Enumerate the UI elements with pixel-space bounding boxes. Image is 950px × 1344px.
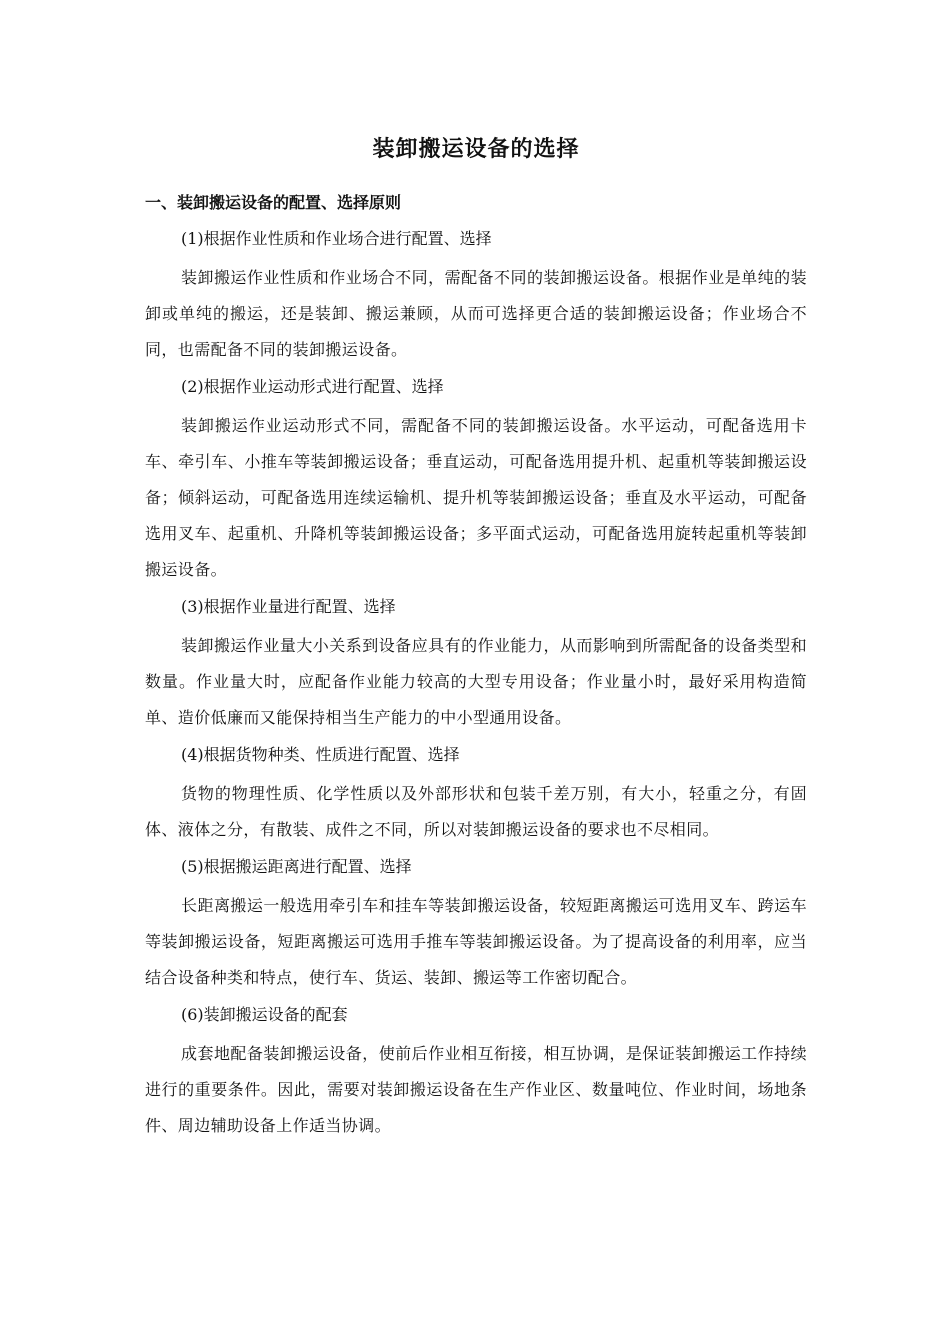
item-heading: (3)根据作业量进行配置、选择 xyxy=(181,597,396,616)
item-paragraph: 装卸搬运作业运动形式不同，需配备不同的装卸搬运设备。水平运动，可配备选用卡车、牵引车、小推车等装卸搬运设备；垂直运动，可配备选用提升机、起重机等装卸搬运设备；倾斜运动，可配备选用连续运输机、提升机等装卸搬运设备；垂直及水平运动，可配备选用叉车、起重机、升降机等装卸搬运设备；多平面式运动，可配备选用旋转起重机等装卸搬运设备。 xyxy=(145,416,807,579)
document-title: 装卸搬运设备的选择 xyxy=(372,137,580,162)
item-heading: (5)根据搬运距离进行配置、选择 xyxy=(181,857,412,876)
item-6 xyxy=(145,1000,807,1144)
item-paragraph: 成套地配备装卸搬运设备，使前后作业相互衔接，相互协调，是保证装卸搬运工作持续进行的重要条件。因此，需要对装卸搬运设备在生产作业区、数量吨位、作业时间，场地条件、周边辅助设备上作适当协调。 xyxy=(145,1044,807,1135)
document-content xyxy=(145,130,807,1148)
item-4 xyxy=(145,740,807,848)
item-paragraph: 货物的物理性质、化学性质以及外部形状和包装千差万别，有大小，轻重之分，有固体、液体之分，有散装、成件之不同，所以对装卸搬运设备的要求也不尽相同。 xyxy=(145,784,807,839)
item-heading: (1)根据作业性质和作业场合进行配置、选择 xyxy=(181,229,492,248)
item-paragraph: 装卸搬运作业性质和作业场合不同，需配备不同的装卸搬运设备。根据作业是单纯的装卸或单纯的搬运，还是装卸、搬运兼顾，从而可选择更合适的装卸搬运设备；作业场合不同，也需配备不同的装卸搬运设备。 xyxy=(145,268,807,359)
item-1 xyxy=(145,224,807,368)
item-paragraph: 长距离搬运一般选用牵引车和挂车等装卸搬运设备，较短距离搬运可选用叉车、跨运车等装卸搬运设备，短距离搬运可选用手推车等装卸搬运设备。为了提高设备的利用率，应当结合设备种类和特点，使行车、货运、装卸、搬运等工作密切配合。 xyxy=(145,896,807,987)
section-heading: 一、装卸搬运设备的配置、选择原则 xyxy=(145,193,402,212)
item-heading: (2)根据作业运动形式进行配置、选择 xyxy=(181,377,444,396)
item-3 xyxy=(145,592,807,736)
item-heading: (4)根据货物种类、性质进行配置、选择 xyxy=(181,745,460,764)
item-5 xyxy=(145,852,807,996)
item-heading: (6)装卸搬运设备的配套 xyxy=(181,1005,348,1024)
item-2 xyxy=(145,372,807,588)
item-paragraph: 装卸搬运作业量大小关系到设备应具有的作业能力，从而影响到所需配备的设备类型和数量。作业量大时，应配备作业能力较高的大型专用设备；作业量小时，最好采用构造简单、造价低廉而又能保持相当生产能力的中小型通用设备。 xyxy=(145,636,807,727)
